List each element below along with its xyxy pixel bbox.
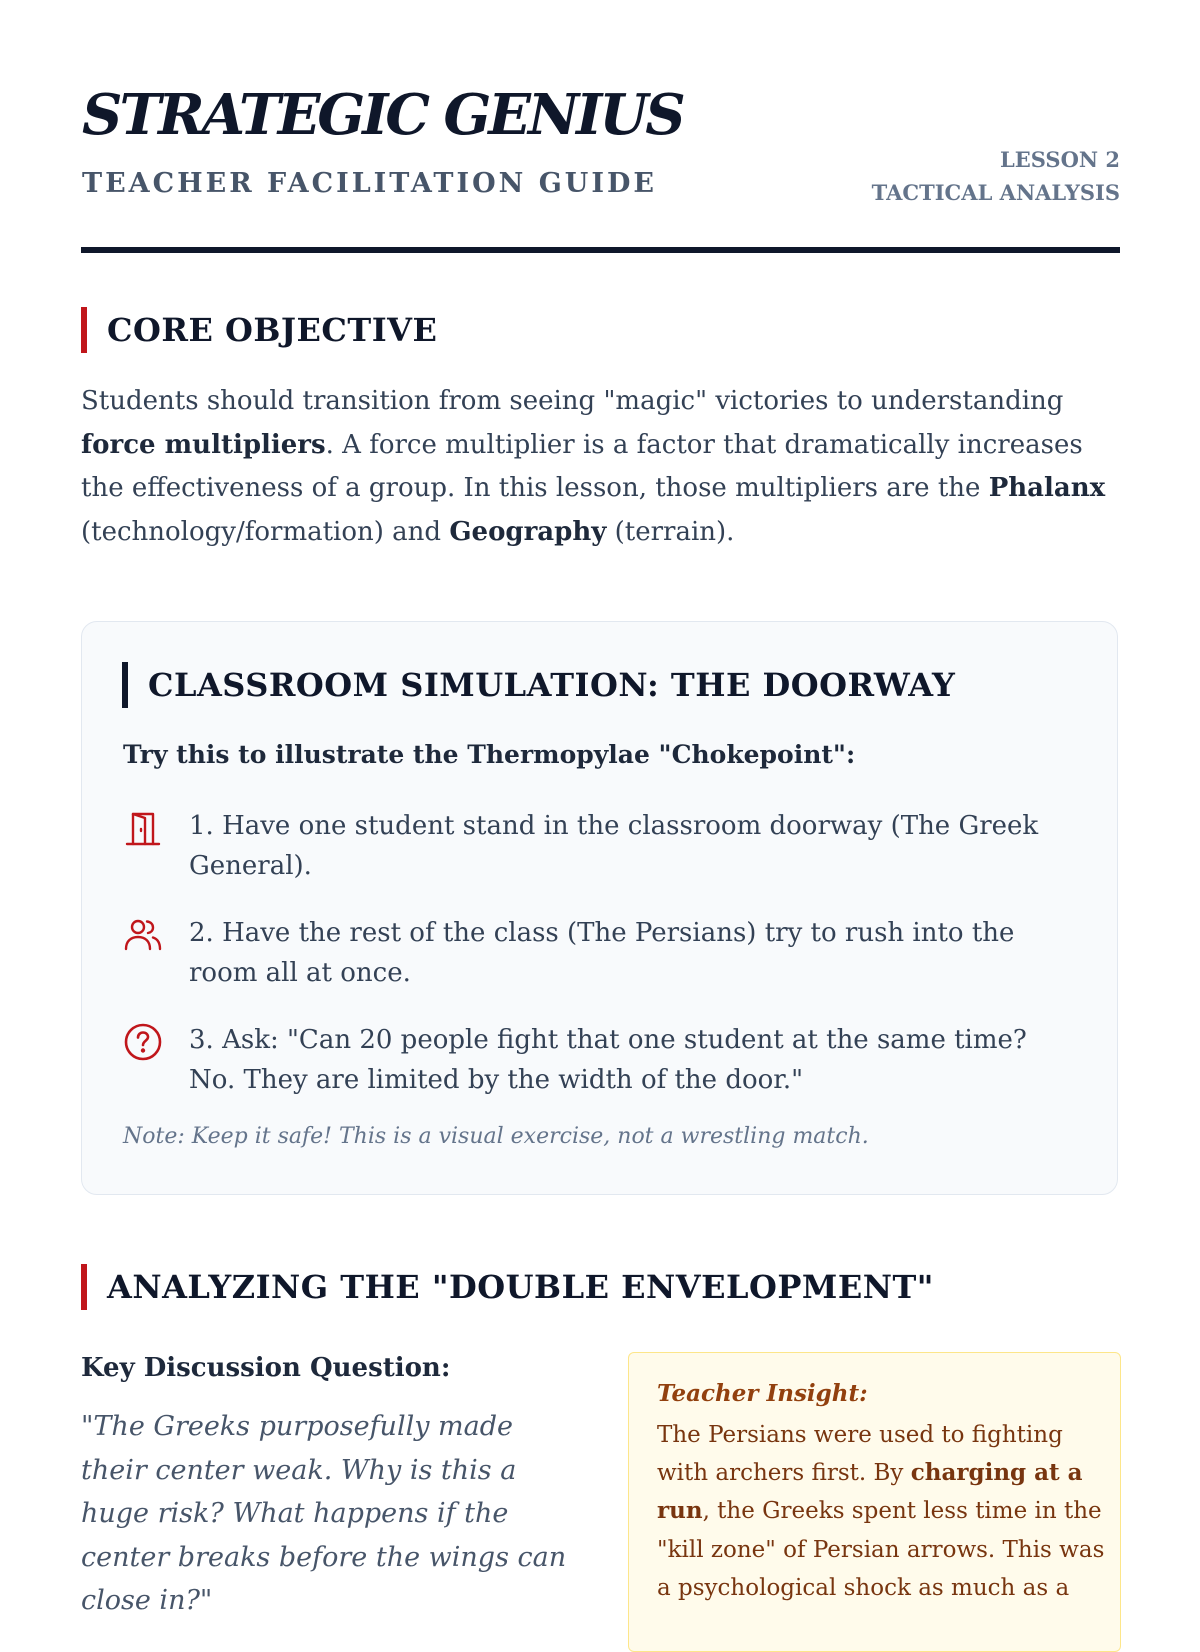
simulation-safety-note: Note: Keep it safe! This is a visual exercise, not a wrestling match. (123, 1124, 869, 1149)
simulation-step-text: 1. Have one student stand in the classroom doorway (The Greek General). (189, 811, 1039, 881)
core-objective-heading: CORE OBJECTIVE (81, 307, 437, 353)
lesson-meta (872, 143, 1120, 209)
page-title: STRATEGIC GENIUS (82, 82, 683, 148)
core-objective-text (81, 380, 1131, 554)
simulation-heading: CLASSROOM SIMULATION: THE DOORWAY (122, 662, 955, 708)
simulation-step-text: 2. Have the rest of the class (The Persians) try to rush into the room all at once. (189, 918, 1015, 988)
classroom-simulation-card (81, 621, 1118, 1195)
objective-text-part: (terrain). (606, 516, 735, 547)
page-subtitle: TEACHER FACILITATION GUIDE (82, 168, 657, 199)
objective-text-part: Students should transition from seeing "magic" victories to understanding (81, 386, 1064, 416)
teacher-insight-text (657, 1416, 1107, 1607)
envelopment-heading: ANALYZING THE "DOUBLE ENVELOPMENT" (81, 1264, 934, 1310)
teacher-insight-card (628, 1352, 1121, 1652)
objective-term-force-multipliers: force multipliers (81, 429, 326, 460)
teacher-insight-title: Teacher Insight: (657, 1380, 868, 1407)
objective-text-part: . A force multiplier is a factor that dramatically increases the effectiveness of a group. In this lesson, those multipliers are the (81, 429, 1083, 503)
lesson-name: TACTICAL ANALYSIS (871, 180, 1120, 205)
insight-term-charging: charging at a run (657, 1459, 1083, 1525)
insight-text-part: , the Greeks spent less time in the "kill zone" of Persian arrows. This was a psychological shock as much as a (657, 1498, 1105, 1601)
objective-text-part: (technology/formation) and (81, 516, 450, 547)
discussion-question: "The Greeks purposefully made their center weak. Why is this a huge risk? What happens if the center breaks before the wings can close in?" (81, 1411, 567, 1616)
lesson-number: LESSON 2 (999, 147, 1120, 172)
discussion-question-label: Key Discussion Question: (81, 1353, 451, 1383)
header-divider (81, 247, 1120, 253)
objective-term-geography: Geography (449, 516, 607, 547)
simulation-intro: Try this to illustrate the Thermopylae "Chokepoint": (123, 740, 856, 769)
question-circle-icon (123, 1022, 163, 1062)
insight-text-part: The Persians were used to fighting with archers first. By (657, 1422, 1063, 1487)
users-icon (123, 915, 163, 955)
door-icon (123, 808, 163, 848)
simulation-step-text: 3. Ask: "Can 20 people fight that one student at the same time? No. They are limited by the width of the door." (189, 1025, 1027, 1095)
objective-term-phalanx: Phalanx (988, 473, 1106, 503)
